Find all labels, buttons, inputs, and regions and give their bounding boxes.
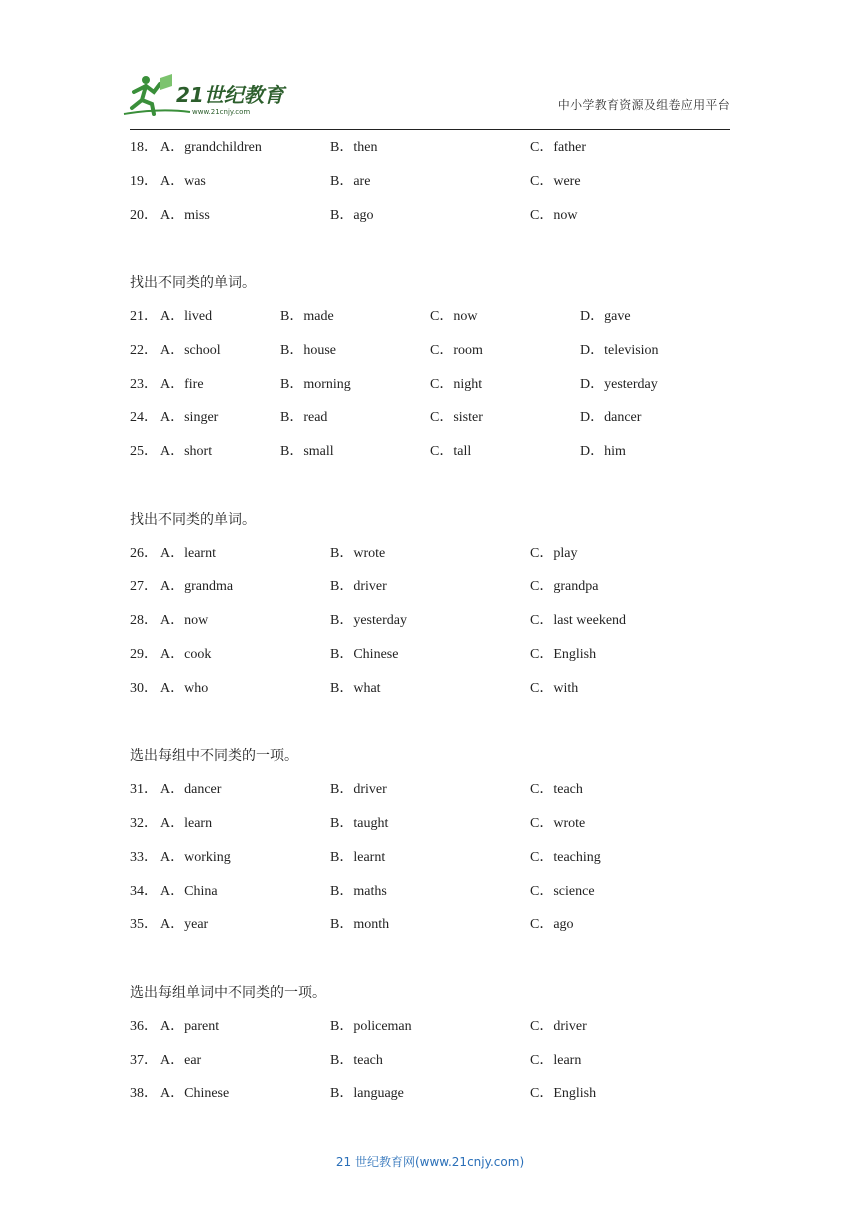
option-c: C．grandpa [530,579,599,595]
option-a: A．short [160,444,213,460]
option-d: D．yesterday [580,376,658,392]
page-header [120,62,730,132]
option-a: A．parent [160,1018,220,1034]
question-number: 30． [130,680,158,696]
question-number: 33． [130,849,158,865]
option-b: B．month [330,917,390,933]
logo-url: www.21cnjy.com [192,108,251,116]
option-b: B．made [280,308,334,324]
option-a: A．year [160,917,209,933]
option-a: A．grandchildren [160,140,262,155]
option-b: B．teach [330,1052,383,1068]
option-c: C．sister [430,410,483,426]
question-number: 37． [130,1052,158,1068]
option-a: A．school [160,342,221,358]
question-number: 21． [130,308,158,324]
option-b: B．morning [280,376,351,392]
question-number: 20． [130,207,158,223]
option-c: C．learn [530,1052,582,1068]
question-row [130,846,730,880]
option-b: B．read [280,410,328,426]
section-instruction: 找出不同类的单词。 [130,511,256,528]
question-number: 25． [130,444,158,460]
question-number: 31． [130,782,158,798]
header-divider [130,129,730,130]
section-instruction: 找出不同类的单词。 [130,275,256,292]
option-c: C．night [430,376,483,392]
question-number: 32． [130,815,158,831]
option-a: A．lived [160,308,213,324]
question-number: 34． [130,883,158,899]
section-spacer [130,474,730,508]
question-number: 24． [130,410,158,426]
option-d: D．television [580,342,659,358]
option-b: B．what [330,680,381,696]
question-number: 35． [130,917,158,933]
option-a: A．fire [160,376,204,392]
option-b: B．maths [330,883,387,899]
question-row [130,1082,730,1116]
page-footer: 21 世纪教育网(www.21cnjy.com) [335,1155,525,1169]
question-number: 28． [130,613,158,629]
question-row [130,913,730,947]
option-a: A．miss [160,207,210,223]
option-c: C．were [530,173,581,189]
option-a: A．cook [160,646,212,662]
option-a: A．Chinese [160,1086,230,1102]
option-b: B．then [330,140,378,155]
question-row [130,339,730,373]
question-row [130,440,730,474]
question-row [130,136,730,170]
option-b: B．ago [330,207,374,223]
option-d: D．gave [580,308,631,324]
question-row [130,1015,730,1049]
option-a: A．singer [160,410,219,426]
option-b: B．yesterday [330,613,407,629]
option-d: D．dancer [580,410,642,426]
question-number: 29． [130,646,158,662]
option-b: B．Chinese [330,646,399,662]
option-a: A．now [160,613,209,629]
section-spacer [130,947,730,981]
question-number: 38． [130,1086,158,1102]
section-spacer [130,711,730,745]
option-b: B．language [330,1086,404,1102]
question-row [130,305,730,339]
option-a: A．ear [160,1052,202,1068]
question-number: 18． [130,140,158,155]
question-number: 23． [130,376,158,392]
option-c: C．father [530,140,586,155]
section-instruction: 选出每组单词中不同类的一项。 [130,984,326,1001]
section-instruction: 选出每组中不同类的一项。 [130,748,298,765]
option-c: C．now [530,207,578,223]
option-a: A．learn [160,815,213,831]
option-d: D．him [580,444,626,460]
question-number: 27． [130,579,158,595]
question-row [130,778,730,812]
option-c: C．teach [530,782,583,798]
question-row [130,204,730,238]
question-row [130,575,730,609]
option-c: C．play [530,545,578,561]
option-a: A．learnt [160,545,216,561]
option-c: C．English [530,1086,597,1102]
option-b: B．driver [330,579,387,595]
question-number: 19． [130,173,158,189]
option-a: A．was [160,173,206,189]
option-c: C．English [530,646,597,662]
option-a: A．China [160,883,218,899]
option-c: C．driver [530,1018,587,1034]
question-row [130,880,730,914]
option-a: A．grandma [160,579,234,595]
option-c: C．room [430,342,483,358]
question-row [130,643,730,677]
option-c: C．tall [430,444,472,460]
option-a: A．who [160,680,209,696]
question-row [130,373,730,407]
question-number: 26． [130,545,158,561]
question-row [130,812,730,846]
section-spacer [130,237,730,271]
question-row [130,170,730,204]
question-row [130,406,730,440]
option-b: B．wrote [330,545,386,561]
option-b: B．policeman [330,1018,412,1034]
option-b: B．are [330,173,371,189]
logo-text: 21世纪教育 [176,83,284,107]
question-number: 22． [130,342,158,358]
option-b: B．taught [330,815,389,831]
option-c: C．wrote [530,815,586,831]
brand-logo [120,70,290,120]
option-c: C．with [530,680,579,696]
question-row [130,1049,730,1083]
option-b: B．house [280,342,336,358]
question-row [130,609,730,643]
option-b: B．learnt [330,849,386,865]
option-c: C．science [530,883,595,899]
option-c: C．ago [530,917,574,933]
question-row [130,542,730,576]
option-b: B．small [280,444,334,460]
option-c: C．now [430,308,478,324]
option-a: A．dancer [160,782,222,798]
platform-name: 中小学教育资源及组卷应用平台 [557,98,730,112]
option-c: C．last weekend [530,613,627,629]
option-b: B．driver [330,782,387,798]
question-row [130,677,730,711]
option-c: C．teaching [530,849,601,865]
question-number: 36． [130,1018,158,1034]
option-a: A．working [160,849,231,865]
question-list [130,136,730,1116]
